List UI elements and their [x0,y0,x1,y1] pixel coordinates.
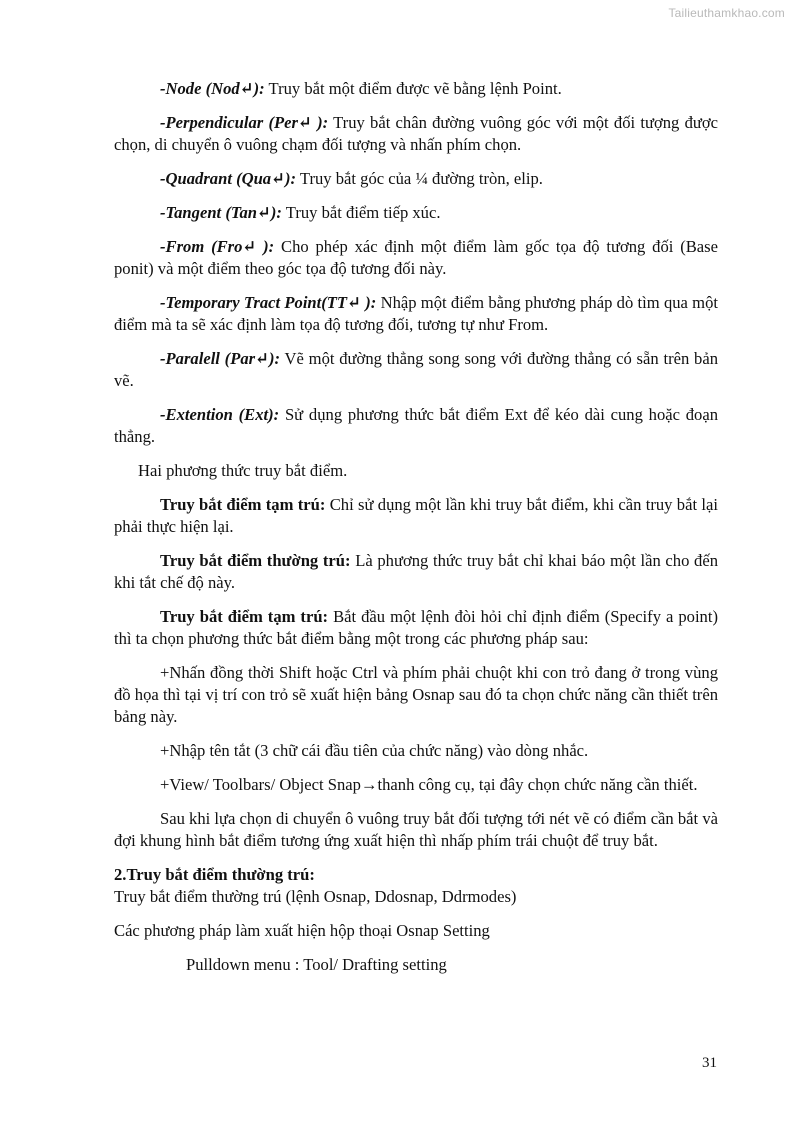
item-node [114,78,718,100]
method-term: Truy bắt điểm tạm trú: [160,495,326,514]
item-text: Truy bắt điểm tiếp xúc. [281,203,441,222]
method-text: Chỉ sử dụng một lần khi truy bắt điểm, khi cần truy bắt lại phải thực hiện lại. [114,495,718,536]
item-term: -Perpendicular (Per↵ ): [160,113,329,132]
item-term: -Quadrant (Qua↵): [160,169,297,188]
method-temporary [114,494,718,538]
method-text: Là phương thức truy bắt chỉ khai báo một lần cho đến khi tắt chế độ này. [114,551,718,592]
method-text: Bắt đầu một lệnh đòi hỏi chỉ định điểm (Specify a point) thì ta chọn phương thức bắt điểm bằng một trong các phương pháp sau: [114,607,718,648]
item-paralell [114,348,718,392]
method-permanent [114,550,718,594]
item-from [114,236,718,280]
item-term: -Temporary Tract Point(TT↵ ): [160,293,377,312]
step-after-select: Sau khi lựa chọn di chuyển ô vuông truy bắt đối tượng tới nét vẽ có điểm cần bắt và đợi khung hình bắt điểm tương ứng xuất hiện thì nhấp phím trái chuột để truy bắt. [114,809,718,850]
step-toolbars: +View/ Toolbars/ Object Snap→thanh công cụ, tại đây chọn chức năng cần thiết. [160,775,698,794]
pulldown-menu-line: Pulldown menu : Tool/ Drafting setting [186,955,447,974]
item-text: Vẽ một đường thẳng song song với đường thẳng có sẵn trên bản vẽ. [114,349,718,390]
section-heading: 2.Truy bắt điểm thường trú: [114,865,315,884]
watermark: Tailieuthamkhao.com [668,6,785,20]
section-subtitle: Truy bắt điểm thường trú (lệnh Osnap, Ddosnap, Ddrmodes) [114,887,517,906]
item-temporary-tract-point [114,292,718,336]
item-term: -From (Fro↵ ): [160,237,275,256]
item-text: Cho phép xác định một điểm làm gốc tọa độ tương đối (Base ponit) và một điểm theo góc tọa độ tương đối này. [114,237,718,278]
two-methods-line: Hai phương thức truy bắt điểm. [138,461,348,480]
item-text: Truy bắt một điểm được vẽ bằng lệnh Point. [264,79,562,98]
step-short-name: +Nhập tên tắt (3 chữ cái đầu tiên của chức năng) vào dòng nhắc. [160,741,589,760]
item-perpendicular [114,112,718,156]
item-term: -Tangent (Tan↵): [160,203,282,222]
page-content [114,78,718,988]
item-text: Truy bắt chân đường vuông góc với một đối tượng được chọn, di chuyển ô vuông chạm đối tượng và nhấn phím chọn. [114,113,718,154]
page-number: 31 [702,1055,717,1071]
item-extention [114,404,718,448]
item-quadrant [114,168,718,190]
item-term: -Paralell (Par↵): [160,349,281,368]
item-tangent [114,202,718,224]
item-term: -Node (Nod↵): [160,79,265,98]
method-term: Truy bắt điểm thường trú: [160,551,351,570]
item-text: Sử dụng phương thức bắt điểm Ext để kéo dài cung hoặc đoạn thẳng. [114,405,718,446]
item-text: Nhập một điểm bằng phương pháp dò tìm qua một điểm mà ta sẽ xác định làm tọa độ tương đối, tương tự như From. [114,293,718,334]
section-methods-line: Các phương pháp làm xuất hiện hộp thoại Osnap Setting [114,921,490,940]
method-term: Truy bắt điểm tạm trú: [160,607,329,626]
item-text: Truy bắt góc của ¼ đường tròn, elip. [296,169,543,188]
item-term: -Extention (Ext): [160,405,280,424]
step-shift-ctrl: +Nhấn đồng thời Shift hoặc Ctrl và phím phải chuột khi con trỏ đang ở trong vùng đồ họa thì tại vị trí con trỏ sẽ xuất hiện bảng Osnap sau đó ta chọn chức năng cần thiết trên bảng này. [114,663,718,726]
method-temporary-detail [114,606,718,650]
